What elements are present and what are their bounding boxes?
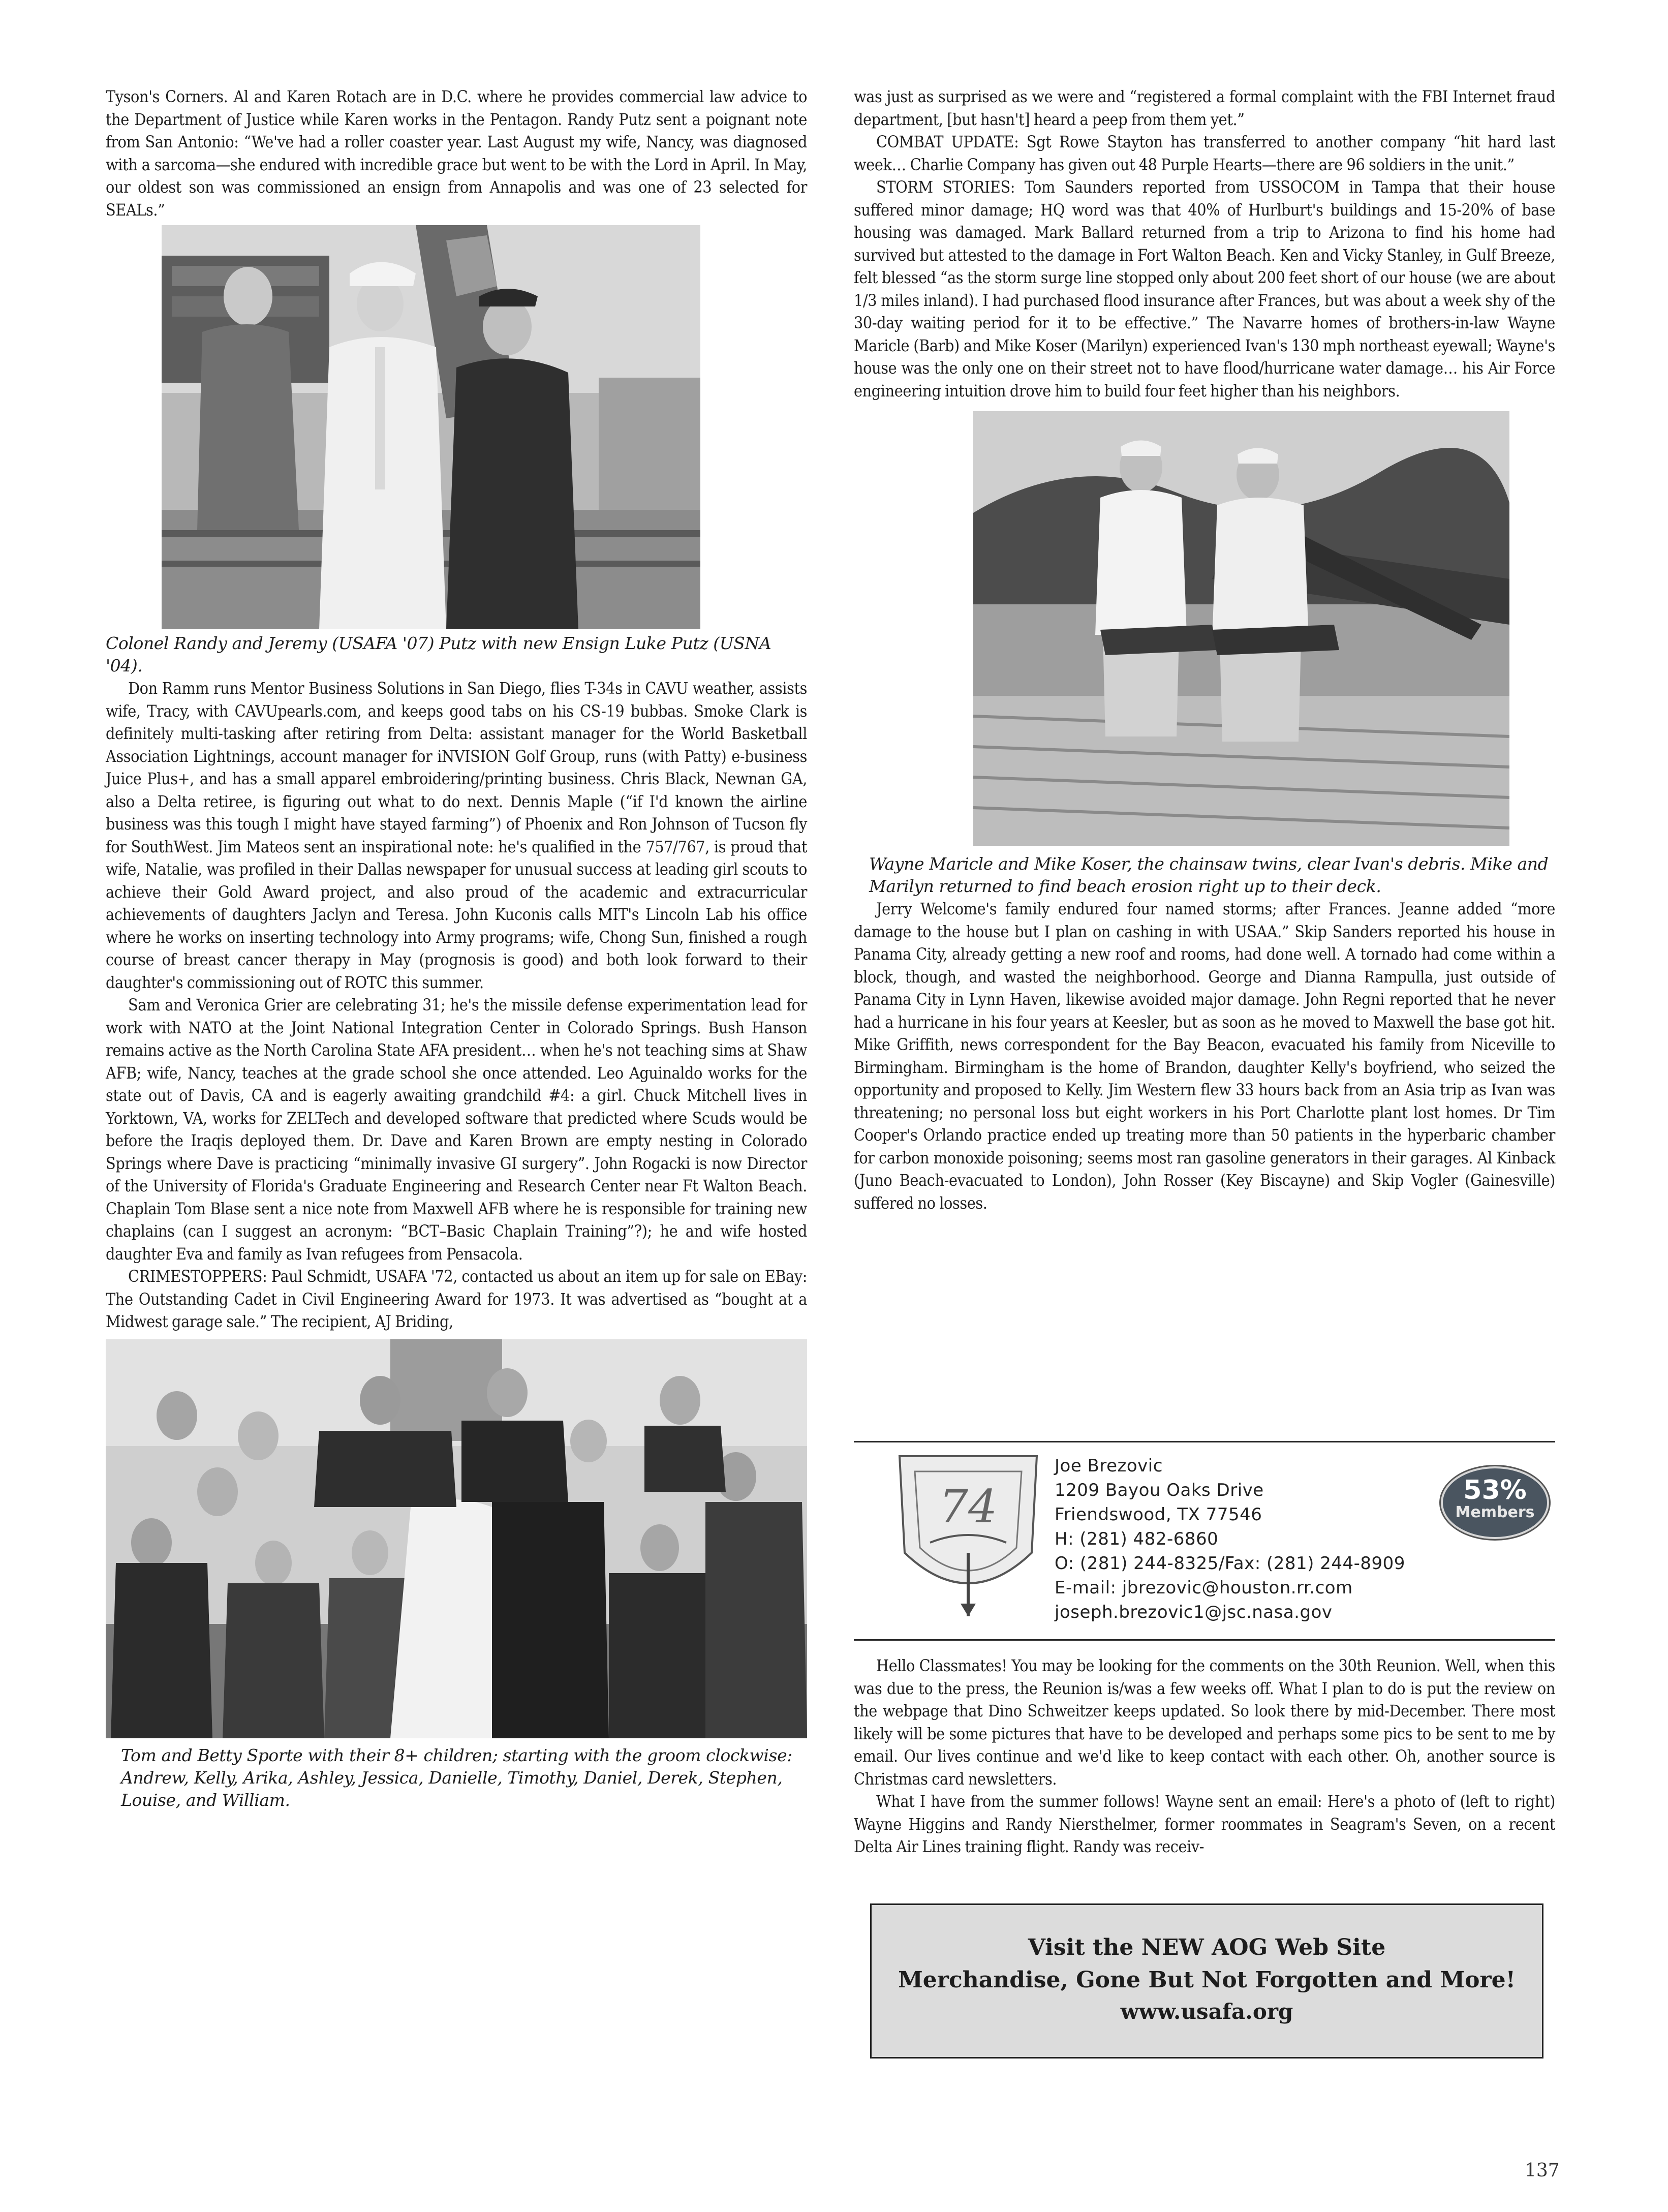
article-paragraph: Don Ramm runs Mentor Business Solutions in San Diego, flies T-34s in CAVU weather, assists wife, Tracy, with CAVUpearls.com, and keeps good tabs on his CS-19 bubbas. Smoke Clark is definitely multi-tasking after retiring from Delta: assistant manager for the World Basketball Association Lightnings, account manager for iNVISION Golf Group, runs (with Patty) e-business Juice Plus+, and has a small apparel embroidering/printing business. Chris Black, Newnan GA, also a Delta retiree, is figuring out what to do next. Dennis Maple (“if I'd known the airline business was this tough I might have stayed farming”) of Phoenix and Ron Johnson of Tucson fly for SouthWest. Jim Mateos sent an inspirational note: he's qualified in the 757/767, is proud that wife, Natalie, was profiled in their Dallas newspaper for unusual success at leading girl scouts to achieve their Gold Award project, and also proud of the academic and extracurricular achievements of daughters Jaclyn and Teresa. John Kuconis calls MIT's Lincoln Lab his office where he works on inserting technology into Army programs; wife, Chong Sun, finished a rough course of breast cancer therapy in May (prognosis is good) and both look forward to their daughter's commissioning out of ROTC this summer. bbox=[106, 679, 807, 992]
article-paragraph: Hello Classmates! You may be looking for the comments on the 30th Reunion. Well, when this was due to the press, the Reunion is/was a few weeks off. What I plan to do is put the review on the webpage that Dino Schweitzer keeps updated. So look there by mid-December. There most likely will be some pictures that have to be developed and perhaps some pics to be sent to me by email. Our lives continue and we'd like to keep contact with each other. Oh, another source is Christmas card newsletters. bbox=[854, 1656, 1555, 1789]
article-paragraph: Tyson's Corners. Al and Karen Rotach are in D.C. where he provides commercial law advice to the Department of Justice while Karen works in the Pentagon. Randy Putz sent a poignant note from San Antonio: “We've had a roller coaster year. Last August my wife, Nancy, was diagnosed with a sarcoma—she endured with incredible grace but went to be with the Lord in April. In May, our oldest son was commissioned an ensign from Annapolis and was one of 23 selected for SEALs.” bbox=[106, 87, 807, 220]
ad-headline: Visit the NEW AOG Web Site bbox=[1028, 1934, 1386, 1960]
chainsaw-twins-photo bbox=[973, 411, 1509, 846]
section-divider-top bbox=[854, 1441, 1555, 1442]
class-crest-icon bbox=[894, 1451, 1042, 1619]
membership-badge bbox=[1441, 1466, 1549, 1539]
scribe-city: Friendswood, TX 77546 bbox=[1055, 1504, 1262, 1525]
scribe-office-phone: O: (281) 244-8325/Fax: (281) 244-8909 bbox=[1055, 1553, 1405, 1574]
section-divider-bottom bbox=[854, 1639, 1555, 1641]
aog-website-ad[interactable] bbox=[870, 1903, 1543, 2059]
membership-percent: 53% bbox=[1463, 1475, 1527, 1506]
article-paragraph: STORM STORIES: Tom Saunders reported from USSOCOM in Tampa that their house suffered minor damage; HQ word was that 40% of Hurlburt's buildings and 15-20% of base housing was damaged. Mark Ballard returned from a trip to Arizona to find his home had survived but attested to the damage in Fort Walton Beach. Ken and Vicky Stanley, in Gulf Breeze, felt blessed “as the storm surge line stopped only about 200 feet short of our house (we are about 1/3 miles inland). I had purchased flood insurance after Frances, but was about a week shy of the 30-day waiting period for it to be effective.” The Navarre homes of brothers-in-law Wayne Maricle (Barb) and Mike Koser (Marilyn) experienced Ivan's 130 mph northeast eyewall; Wayne's house was the only one on their street not to have flood/hurricane water damage… his Air Force engineering intuition drove him to build four feet higher than his neighbors. bbox=[854, 177, 1555, 401]
scribe-email-secondary[interactable]: joseph.brezovic1@jsc.nasa.gov bbox=[1055, 1602, 1333, 1622]
article-paragraph: CRIMESTOPPERS: Paul Schmidt, USAFA '72, contacted us about an item up for sale on EBay: The Outstanding Cadet in Civil Engineering Award for 1973. It was advertised as “bought at a Midwest garage sale.” The recipient, AJ Briding, bbox=[106, 1267, 807, 1331]
putz-photo-image bbox=[162, 225, 700, 629]
class-scribe-contact bbox=[854, 1451, 1555, 1626]
photo-caption-sporte: Tom and Betty Sporte with their 8+ children; starting with the groom clockwise: Andrew, Kelly, Arika, Ashley, Jessica, Danielle, Timothy, Daniel, Derek, Stephen, Louise, and William. bbox=[121, 1745, 792, 1810]
page-number: 137 bbox=[1525, 2160, 1560, 2181]
article-paragraph: Sam and Veronica Grier are celebrating 31; he's the missile defense experimentation lead for work with NATO at the Joint National Integration Center in Colorado Springs. Bush Hanson remains active as the North Carolina State AFA president… when he's not teaching sims at Shaw AFB; wife, Nancy, teaches at the grade school she once attended. Leo Aguinaldo works for the state out of Davis, CA and is eagerly awaiting grandchild #4: a girl. Chuck Mitchell lives in Yorktown, VA, works for ZELTech and developed software that predicted where Scuds would be before the Iraqis deployed them. Dr. Dave and Karen Brown are empty nesting in Colorado Springs where Dave is practicing “minimally invasive GI surgery”. John Rogacki is now Director of the University of Florida's Graduate Engineering and Research Center near Ft Walton Beach. Chaplain Tom Blase sent a nice note from Maxwell AFB where he is responsible for training new chaplains (can I suggest an acronym: “BCT–Basic Chaplain Training”?); he and wife hosted daughter Eva and family as Ivan refugees from Pensacola. bbox=[106, 995, 807, 1264]
scribe-column bbox=[854, 1654, 1555, 1858]
membership-label: Members bbox=[1455, 1503, 1535, 1521]
article-paragraph: Jerry Welcome's family endured four named storms; after Frances. Jeanne added “more damage to the house but I plan on cashing in with USAA.” Skip Sanders reported his house in Panama City, already getting a new roof and rooms, had done well. A tornado had come within a block, though, and wasted the neighborhood. George and Dianna Rampulla, just outside of Panama City in Lynn Haven, likewise avoided major damage. John Regni reported that he never had a hurricane in his four years at Keesler, but as soon as he moved to Maxwell the base got hit. Mike Griffith, news correspondent for the Bay Beacon, evacuated his family from Niceville to Birmingham. Birmingham is the home of Brandon, daughter Kelly's boyfriend, who seized the opportunity and proposed to Kelly. Jim Western flew 33 hours back from an Asia trip as Ivan was threatening; no personal loss but eight workers in his Port Charlotte plant lost homes. Dr Tim Cooper's Orlando practice ended up treating more than 50 patients in the hyperbaric chamber for carbon monoxide poisoning; seems most ran gasoline generators in their garages. Al Kinback (Juno Beach-evacuated to London), John Rosser (Key Biscayne) and Skip Vogler (Gainesville) suffered no losses. bbox=[854, 899, 1555, 1213]
svg-text:74: 74 bbox=[939, 1480, 998, 1533]
sporte-photo-image bbox=[106, 1339, 807, 1738]
photo-caption-chainsaw: Wayne Maricle and Mike Koser, the chainsaw twins, clear Ivan's debris. Mike and Marilyn returned to find beach erosion right up to their deck. bbox=[869, 854, 1549, 896]
scribe-name: Joe Brezovic bbox=[1055, 1456, 1163, 1476]
contact-details bbox=[1055, 1454, 1405, 1624]
sporte-family-photo bbox=[106, 1339, 807, 1738]
right-column bbox=[854, 85, 1555, 1214]
putz-commissioning-photo bbox=[162, 225, 700, 629]
scribe-email-primary[interactable]: E-mail: jbrezovic@houston.rr.com bbox=[1055, 1578, 1353, 1598]
ad-subheadline: Merchandise, Gone But Not Forgotten and More! bbox=[898, 1967, 1516, 1993]
scribe-street: 1209 Bayou Oaks Drive bbox=[1055, 1480, 1264, 1500]
left-column bbox=[106, 85, 807, 1811]
chainsaw-photo-image bbox=[973, 411, 1509, 846]
article-paragraph: What I have from the summer follows! Wayne sent an email: Here's a photo of (left to right) Wayne Higgins and Randy Niersthelmer, former roommates in Seagram's Seven, on a recent Delta Air Lines training flight. Randy was receiv- bbox=[854, 1792, 1555, 1856]
scribe-home-phone: H: (281) 482-6860 bbox=[1055, 1529, 1219, 1549]
photo-caption-putz: Colonel Randy and Jeremy (USAFA '07) Putz with new Ensign Luke Putz (USNA '04). bbox=[106, 633, 771, 675]
article-paragraph: was just as surprised as we were and “registered a formal complaint with the FBI Internet fraud department, [but hasn't] heard a peep from them yet.” bbox=[854, 87, 1555, 129]
ad-url-link[interactable]: www.usafa.org bbox=[1120, 1999, 1293, 2024]
article-paragraph: COMBAT UPDATE: Sgt Rowe Stayton has transferred to another company “hit hard last week… Charlie Company has given out 48 Purple Hearts—there are 96 soldiers in the unit.” bbox=[854, 132, 1555, 174]
